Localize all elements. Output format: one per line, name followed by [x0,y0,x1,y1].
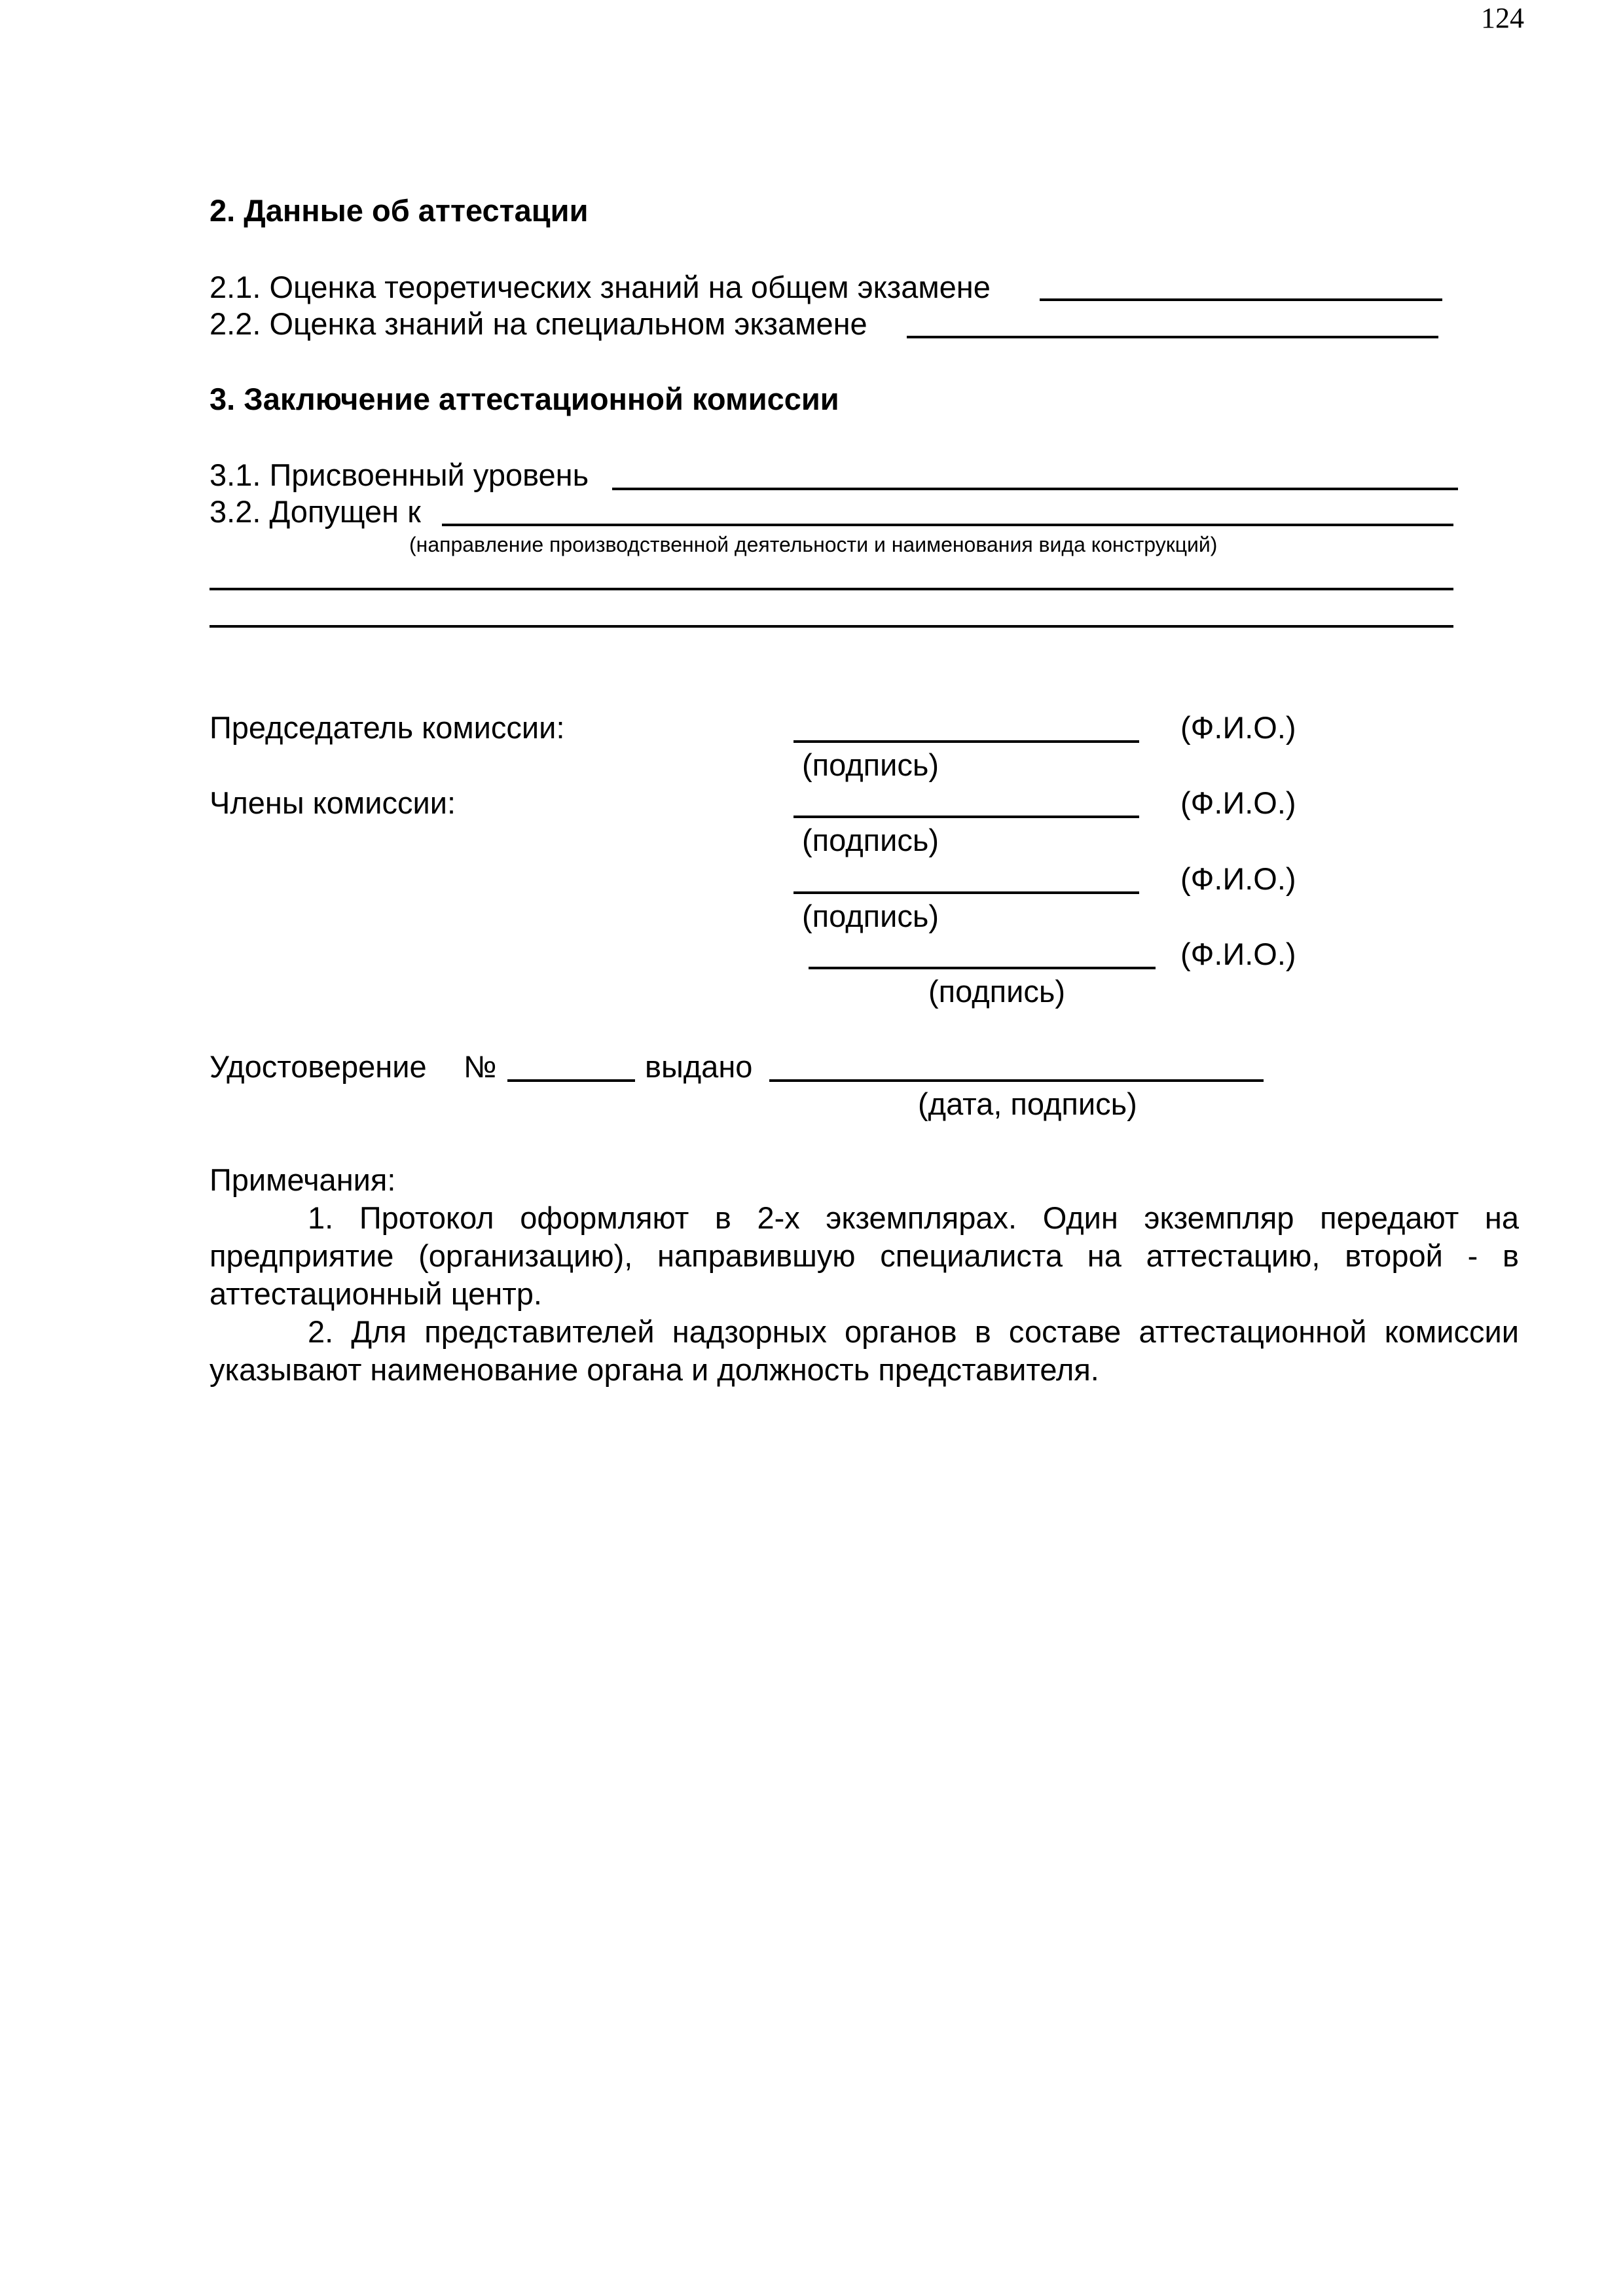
member-2-signature-caption: (подпись) [802,899,939,933]
note-1: 1. Протокол оформляют в 2-х экземплярах. Один экземпляр передают на предприятие (организацию), направившую специалиста на аттестацию, второй - в аттестационный центр. [210,1200,1519,1311]
certificate-issued-field[interactable] [769,1079,1264,1082]
item-3-1-label: 3.1. Присвоенный уровень [210,457,589,492]
members-label: Члены комиссии: [210,785,456,820]
member-1-signature-line[interactable] [793,816,1139,818]
certificate-caption: (дата, подпись) [918,1086,1137,1121]
member-2-signature-line[interactable] [793,891,1139,894]
chairman-signature-line[interactable] [793,740,1139,743]
item-3-1-field[interactable] [612,488,1458,490]
note-2: 2. Для представителей надзорных органов в составе аттестационной комиссии указывают наименование органа и должность представителя. [210,1314,1519,1387]
item-2-1-field[interactable] [1040,298,1442,301]
page-number: 124 [1481,2,1524,34]
section-2-title: 2. Данные об аттестации [210,193,589,228]
member-3-signature-caption: (подпись) [928,974,1065,1009]
chairman-signature-caption: (подпись) [802,747,939,782]
chairman-label: Председатель комиссии: [210,710,565,745]
item-3-2-field[interactable] [442,524,1453,526]
chairman-fio: (Ф.И.О.) [1180,710,1296,745]
item-3-2-field-line-2[interactable] [210,588,1453,590]
certificate-label: Удостоверение [210,1049,427,1084]
item-3-2-caption: (направление производственной деятельности и наименования вида конструкций) [409,533,1218,556]
member-3-signature-line[interactable] [809,967,1156,969]
item-2-2-label: 2.2. Оценка знаний на специальном экзамене [210,306,867,341]
member-3-fio: (Ф.И.О.) [1180,937,1296,971]
member-1-fio: (Ф.И.О.) [1180,785,1296,820]
certificate-issued-label: выдано [645,1049,753,1084]
notes-title: Примечания: [210,1162,396,1197]
section-3-title: 3. Заключение аттестационной комиссии [210,382,839,416]
member-2-fio: (Ф.И.О.) [1180,861,1296,896]
item-2-1-label: 2.1. Оценка теоретических знаний на общем экзамене [210,270,991,304]
certificate-number-field[interactable] [507,1079,635,1082]
item-3-2-label: 3.2. Допущен к [210,494,421,529]
certificate-number-sign: № [464,1049,497,1084]
item-2-2-field[interactable] [907,336,1438,338]
member-1-signature-caption: (подпись) [802,823,939,857]
item-3-2-field-line-3[interactable] [210,625,1453,628]
